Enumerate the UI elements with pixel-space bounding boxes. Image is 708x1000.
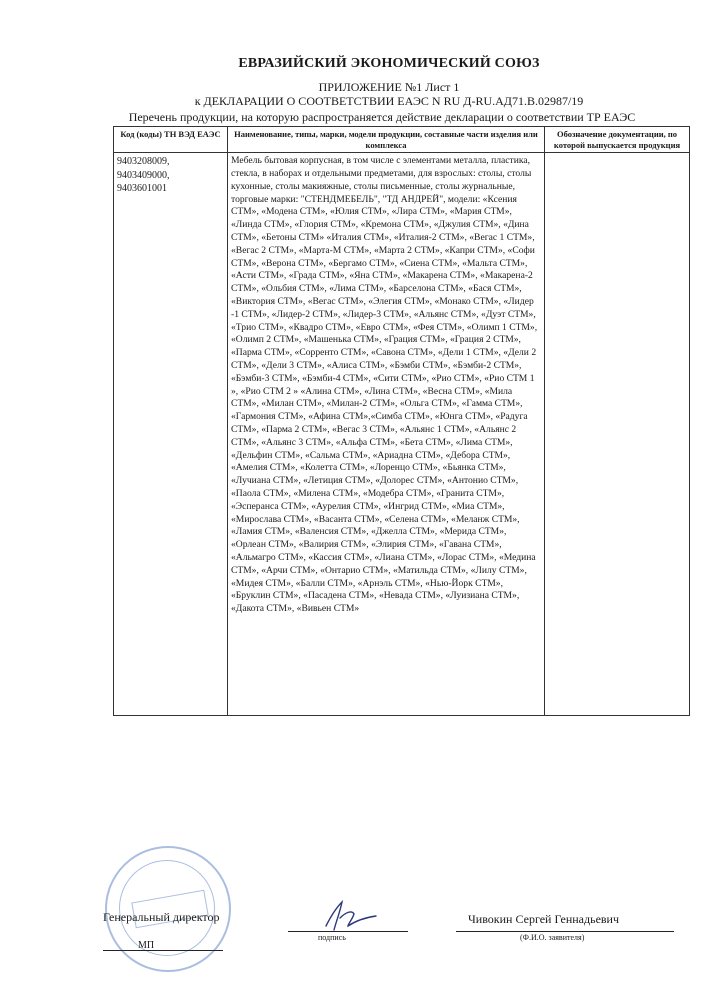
table-header-row: [114, 127, 690, 153]
product-table: [113, 126, 690, 716]
union-title: ЕВРАЗИЙСКИЙ ЭКОНОМИЧЕСКИЙ СОЮЗ: [238, 56, 540, 71]
signer-name: Чивокин Сергей Геннадьевич: [468, 912, 620, 926]
stamp-place-label: МП: [138, 940, 155, 951]
signer-role: Генеральный директор: [103, 910, 220, 924]
name-column-header: Наименование, типы, марки, модели продукции, составные части изделия или комплекса: [228, 127, 545, 153]
hs-code: 9403409000,: [117, 169, 170, 181]
name-caption: (Ф.И.О. заявителя): [520, 933, 585, 942]
round-seal-icon: [105, 846, 231, 972]
declaration-number: к ДЕКЛАРАЦИИ О СООТВЕТСТВИИ ЕАЭС N RU Д-RU.АД71.В.02987/19: [194, 94, 584, 108]
appendix-label: ПРИЛОЖЕНИЕ №1 Лист 1: [318, 80, 460, 94]
handwritten-signature-icon: [318, 896, 380, 936]
hs-code: 9403601001: [117, 183, 167, 195]
documentation-cell: [545, 153, 690, 716]
documentation-column-header: Обозначение документации, по которой выпускается продукция: [545, 127, 690, 153]
codes-cell: [114, 153, 228, 716]
table-row: [114, 153, 690, 716]
signature-caption: подпись: [318, 933, 346, 942]
product-description-cell: Мебель бытовая корпусная, в том числе с элементами металла, пластика, стекла, в наборах и отдельными предметами, для взрослых: столы, столы кухонные, столы макияжные, столы письменные, столы журнальные, торговые марки: "СТЕНДМЕБЕЛЬ", "ТД АНДРЕЙ", модели: «Ксения СТМ», «Модена СТМ», «Юлия СТМ», «Лира СТМ», «Мария СТМ», «Линда СТМ», «Глория СТМ», «Кремона СТМ», «Джулия СТМ», «Дина СТМ», «Бетоны СТМ» «Италия СТМ», «Италия-2 СТМ», «Вегас 1 СТМ», «Вегас 2 СТМ», «Марта-М СТМ», «Марта 2 СТМ», «Капри СТМ», «Софи СТМ», «Верона СТМ», «Бергамо СТМ», «Сиена СТМ», «Мальта СТМ», «Асти СТМ», «Града СТМ», «Яна СТМ», «Макарена СТМ», «Макарена-2 СТМ», «Ольбия СТМ», «Лима СТМ», «Барселона СТМ», «Бася СТМ», «Виктория СТМ», «Вегас СТМ», «Элегия СТМ», «Монако СТМ», «Лидер -1 СТМ», «Лидер-2 СТМ», «Лидер-3 СТМ», «Альянс СТМ», «Дуэт СТМ», «Трио СТМ», «Квадро СТМ», «Евро СТМ», «Фея СТМ», «Олимп 1 СТМ», «Олимп 2 СТМ», «Машенька СТМ», «Грация СТМ», «Грация 2 СТМ», «Парма СТМ», «Сорренто СТМ», «Савона СТМ», «Дели 1 СТМ», «Дели 2 СТМ», «Дели 3 СТМ», «Алиса СТМ», «Бэмби СТМ», «Бэмби-2 СТМ», «Бэмби-3 СТМ», «Бэмби-4 СТМ», «Сити СТМ», «Рио СТМ», «Рио СТМ 1 », «Рио СТМ 2 » «Алина СТМ», «Лина СТМ», «Весна СТМ», «Мила СТМ», «Милан СТМ», «Милан-2 СТМ», «Ольга СТМ», «Гамма СТМ», «Гармония СТМ», «Афина СТМ»,«Симба СТМ», «Юнга СТМ», «Радуга СТМ», «Парма 2 СТМ», «Вегас 3 СТМ», «Альянс 1 СТМ», «Альянс 2 СТМ», «Альянс 3 СТМ», «Альфа СТМ», «Бета СТМ», «Лима СТМ», «Дельфин СТМ», «Сальма СТМ», «Ариадна СТМ», «Дебора СТМ», «Амелия СТМ», «Колетта СТМ», «Лоренцо СТМ», «Бьянка СТМ», «Лучиана СТМ», «Летиция СТМ», «Долорес СТМ», «Антонио СТМ», «Паола СТМ», «Милена СТМ», «Модебра СТМ», «Гранита СТМ», «Эсперанса СТМ», «Аурелия СТМ», «Ингрид СТМ», «Миа СТМ», «Мирослава СТМ», «Васанта СТМ», «Селена СТМ», «Меланж СТМ», «Ламия СТМ», «Валенсия СТМ», «Джелла СТМ», «Мерида СТМ», «Орлеан СТМ», «Валирия СТМ», «Элирия СТМ», «Гавана СТМ», «Альмагро СТМ», «Кассия СТМ», «Лиана СТМ», «Лорас СТМ», «Медина СТМ», «Арчи СТМ», «Онтарио СТМ», «Матильда СТМ», «Лилу СТМ», «Мидея СТМ», «Балли СТМ», «Арнэль СТМ», «Нью-Йорк СТМ», «Бруклин СТМ», «Пасадена СТМ», «Невада СТМ», «Луизиана СТМ», «Дакота СТМ», «Вивьен СТМ»: [228, 153, 545, 716]
codes-column-header: Код (коды) ТН ВЭД ЕАЭС: [114, 127, 228, 153]
hs-code: 9403208009,: [117, 156, 170, 168]
role-underline: [103, 950, 223, 951]
signature-line: [288, 931, 408, 932]
product-list-subtitle: Перечень продукции, на которую распространяется действие декларации о соответствии ТР ЕАЭС: [128, 110, 636, 124]
name-line: [456, 931, 674, 932]
